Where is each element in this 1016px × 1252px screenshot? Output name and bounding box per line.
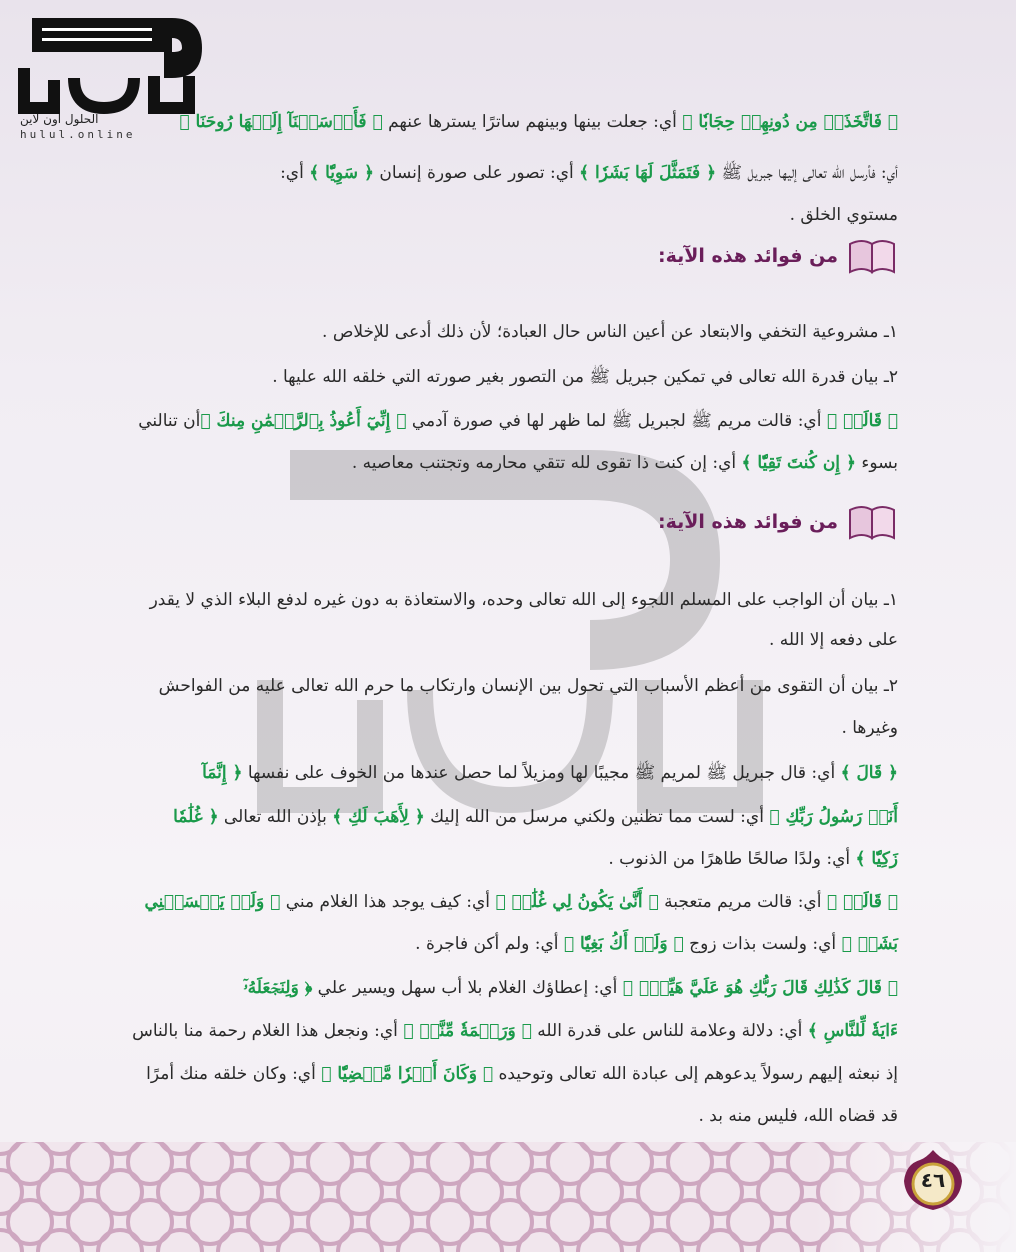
text-line bbox=[95, 366, 898, 391]
text-line bbox=[95, 848, 898, 869]
quran-verse: ءَايَةٗ لِّلنَّاسِ ﴾ bbox=[807, 1021, 898, 1041]
text-line bbox=[95, 452, 898, 473]
quran-verse: ﴿ قَالَتۡ ﴾ bbox=[826, 411, 898, 431]
heading-text: من فوائد هذه الآية: bbox=[658, 245, 838, 267]
quran-verse: ﴿ وَلَمۡ يَمۡسَسۡنِي bbox=[144, 892, 281, 912]
quran-verse: ﴿ غُلَٰمٗا bbox=[173, 807, 219, 827]
quran-verse: ﴿ وَرَحۡمَةٗ مِّنَّاۚ ﴾ bbox=[403, 1021, 532, 1041]
quran-verse: ﴿ إِنِّيٓ أَعُوذُ بِٱلرَّحۡمَٰنِ مِنكَ ﴾ bbox=[200, 411, 407, 431]
text-line bbox=[95, 410, 898, 435]
explanation-text: أي: قال جبريل ﷺ لمريم ﷺ مجيبًا لها ومزيلاً لما حصل عندها من الخوف على نفسها bbox=[242, 763, 841, 783]
open-book-icon bbox=[846, 236, 898, 276]
quran-verse: ﴿ أَنَّىٰ يَكُونُ لِي غُلَٰمٞ ﴾ bbox=[495, 892, 659, 912]
explanation-text: أي: وكان خلقه منك أمرًا bbox=[146, 1064, 322, 1084]
explanation-text: أي: إن كنت ذا تقوى لله تتقي محارمه وتجتنب معاصيه . bbox=[351, 453, 742, 473]
explanation-text: أي: جعلت بينها وبينهم ساترًا يسترها عنهم bbox=[382, 112, 683, 132]
explanation-text: أي: ولدًا صالحًا طاهرًا من الذنوب . bbox=[608, 849, 856, 869]
text-line bbox=[95, 1064, 898, 1084]
explanation-text: أي: قالت مريم متعجبة bbox=[658, 892, 827, 912]
quran-verse: ﴿ إِن كُنتَ تَقِيّٗا ﴾ bbox=[741, 453, 856, 473]
explanation-text: إذ نبعثه إليهم رسولاً يدعوهم إلى عبادة الله تعالى وتوحيده bbox=[493, 1064, 898, 1084]
explanation-text: أي: كيف يوجد هذا الغلام مني bbox=[280, 892, 496, 912]
explanation-text: أي: فأرسل الله تعالى إليها جبريل ﷺ bbox=[716, 163, 898, 183]
quran-verse: ﴿ إِنَّمَآ bbox=[202, 763, 243, 783]
explanation-text: أي: قالت مريم ﷺ لجبريل ﷺ لما ظهر لها في صورة آدمي bbox=[406, 411, 827, 431]
explanation-text: أي: لست مما تظنين ولكني مرسل من الله إليك bbox=[424, 807, 770, 827]
quran-verse: زَكِيّٗا ﴾ bbox=[855, 849, 898, 869]
quran-verse: ﴿ قَالَ ﴾ bbox=[840, 763, 898, 783]
open-book-icon bbox=[846, 502, 898, 542]
text-line bbox=[95, 1106, 898, 1126]
quran-verse: ﴿ وَلَمۡ أَكُ بَغِيّٗا ﴾ bbox=[563, 934, 684, 954]
quran-verse: ﴿ فَأَرۡسَلۡنَآ إِلَيۡهَا رُوحَنَا ﴾ bbox=[179, 112, 383, 132]
explanation-text: أي: تصور على صورة إنسان bbox=[373, 163, 580, 183]
text-line bbox=[95, 806, 898, 827]
explanation-text: أن تنالني bbox=[138, 411, 201, 431]
explanation-text: أي: دلالة وعلامة للناس على قدرة الله bbox=[531, 1021, 808, 1041]
section-heading bbox=[658, 236, 898, 276]
logo-tagline: الحلول اون لاين bbox=[20, 112, 99, 126]
explanation-text: قد قضاه الله، فليس منه بد . bbox=[698, 1106, 898, 1126]
text-line bbox=[95, 112, 898, 132]
text-line bbox=[95, 162, 898, 187]
explanation-text: ٢ـ بيان أن التقوى من أعظم الأسباب التي تحول بين الإنسان وارتكاب ما حرم الله تعالى عليه من الفواحش bbox=[158, 676, 898, 696]
explanation-text: أي: ونجعل هذا الغلام رحمة منا بالناس bbox=[132, 1021, 404, 1041]
text-line bbox=[95, 1020, 898, 1041]
explanation-text: وغيرها . bbox=[841, 718, 898, 738]
text-line bbox=[95, 676, 898, 696]
heading-text: من فوائد هذه الآية: bbox=[658, 511, 838, 533]
section-heading bbox=[658, 502, 898, 542]
page-number: ٤٦ bbox=[920, 1168, 946, 1192]
explanation-text: أي: ولم أكن فاجرة . bbox=[415, 934, 564, 954]
text-line bbox=[95, 205, 898, 225]
explanation-text: أي: ولست بذات زوج bbox=[683, 934, 842, 954]
logo-url: hulul.online bbox=[20, 128, 136, 141]
quran-verse: بَشَرٞ ﴾ bbox=[841, 934, 898, 954]
explanation-text: مستوي الخلق . bbox=[789, 205, 898, 225]
explanation-text: أي: bbox=[280, 163, 310, 183]
text-line bbox=[95, 934, 898, 954]
text-line bbox=[95, 590, 898, 610]
explanation-text: ٢ـ بيان قدرة الله تعالى في تمكين جبريل ﷺ من التصور بغير صورته التي خلقه الله عليها . bbox=[272, 367, 898, 387]
quran-verse: ﴿ سَوِيّٗا ﴾ bbox=[309, 163, 374, 183]
quran-verse: ﴿ قَالَ كَذَٰلِكِ قَالَ رَبُّكِ هُوَ عَلَيَّ هَيِّنٞۖ ﴾ bbox=[622, 978, 898, 998]
explanation-text: ١ـ مشروعية التخفي والابتعاد عن أعين الناس حال العبادة؛ لأن ذلك أدعى للإخلاص . bbox=[322, 322, 898, 342]
text-line bbox=[95, 322, 898, 342]
explanation-text: ١ـ بيان أن الواجب على المسلم اللجوء إلى الله تعالى وحده، والاستعاذة به دون غيره لدفع البلاء الذي لا يقدر bbox=[149, 590, 898, 610]
page-number-badge bbox=[900, 1148, 966, 1214]
text-line bbox=[95, 762, 898, 787]
text-line bbox=[95, 718, 898, 738]
text-line bbox=[95, 630, 898, 650]
quran-verse: ﴿ فَتَمَثَّلَ لَهَا بَشَرٗا ﴾ bbox=[579, 163, 717, 183]
quran-verse: ﴿ وَلِنَجۡعَلَهُۥٓ bbox=[243, 978, 313, 998]
text-line bbox=[95, 892, 898, 912]
text-line bbox=[95, 978, 898, 998]
quran-verse: أَنَا۠ رَسُولُ رَبِّكِ ﴾ bbox=[769, 807, 898, 827]
quran-verse: ﴿ لِأَهَبَ لَكِ ﴾ bbox=[332, 807, 425, 827]
quran-verse: ﴿ قَالَتۡ ﴾ bbox=[826, 892, 898, 912]
quran-verse: ﴿ وَكَانَ أَمۡرٗا مَّقۡضِيّٗا ﴾ bbox=[321, 1064, 494, 1084]
explanation-text: بإذن الله تعالى bbox=[218, 807, 333, 827]
explanation-text: على دفعه إلا الله . bbox=[768, 630, 898, 650]
decorative-border bbox=[0, 1132, 1016, 1252]
explanation-text: بسوء bbox=[855, 453, 898, 473]
quran-verse: ﴿ فَاتَّخَذَتۡ مِن دُونِهِمۡ حِجَابٗا ﴾ bbox=[682, 112, 898, 132]
explanation-text: أي: إعطاؤك الغلام بلا أب سهل ويسير علي bbox=[312, 978, 623, 998]
